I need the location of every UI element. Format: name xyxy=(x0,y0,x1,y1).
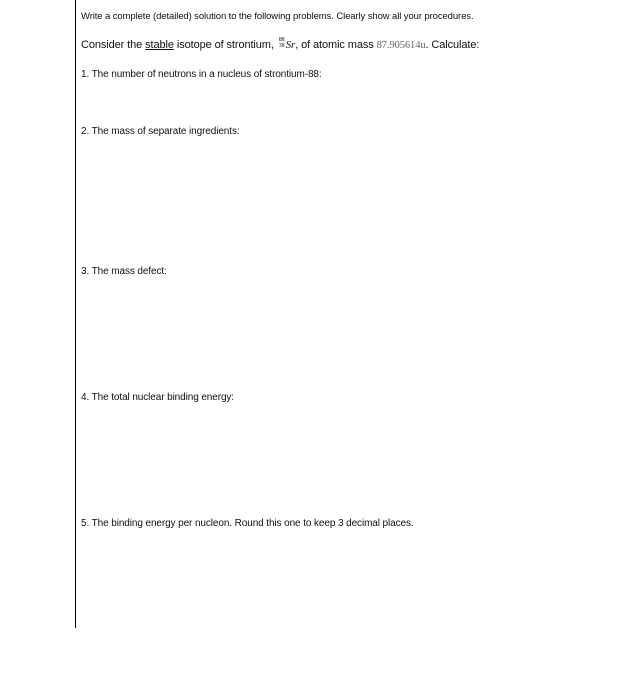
question-3: 3. The mass defect: xyxy=(81,266,167,277)
question-1: 1. The number of neutrons in a nucleus of strontium-88: xyxy=(81,69,322,80)
statement-text-end: . Calculate: xyxy=(425,39,480,51)
question-2: 2. The mass of separate ingredients: xyxy=(81,126,240,137)
question-4: 4. The total nuclear binding energy: xyxy=(81,392,234,403)
element-symbol: Sr xyxy=(285,39,296,51)
problem-statement xyxy=(81,39,479,51)
instruction-text: Write a complete (detailed) solution to the following problems. Clearly show all your procedures. xyxy=(81,11,474,22)
statement-text-start: Consider the xyxy=(81,39,146,51)
nuclide-scripts xyxy=(279,37,285,49)
statement-text-mass: , of atomic mass xyxy=(295,39,377,51)
stable-underlined-word: stable xyxy=(145,39,174,51)
atomic-number: 38 xyxy=(278,43,285,50)
strontium-nuclide-notation xyxy=(279,39,295,51)
statement-text-isotope: isotope of strontium, xyxy=(173,39,277,51)
question-5: 5. The binding energy per nucleon. Round this one to keep 3 decimal places. xyxy=(81,518,414,529)
atomic-mass-value: 87.905614u xyxy=(376,40,426,51)
mass-number: 88 xyxy=(278,37,285,44)
margin-rule xyxy=(75,0,76,628)
